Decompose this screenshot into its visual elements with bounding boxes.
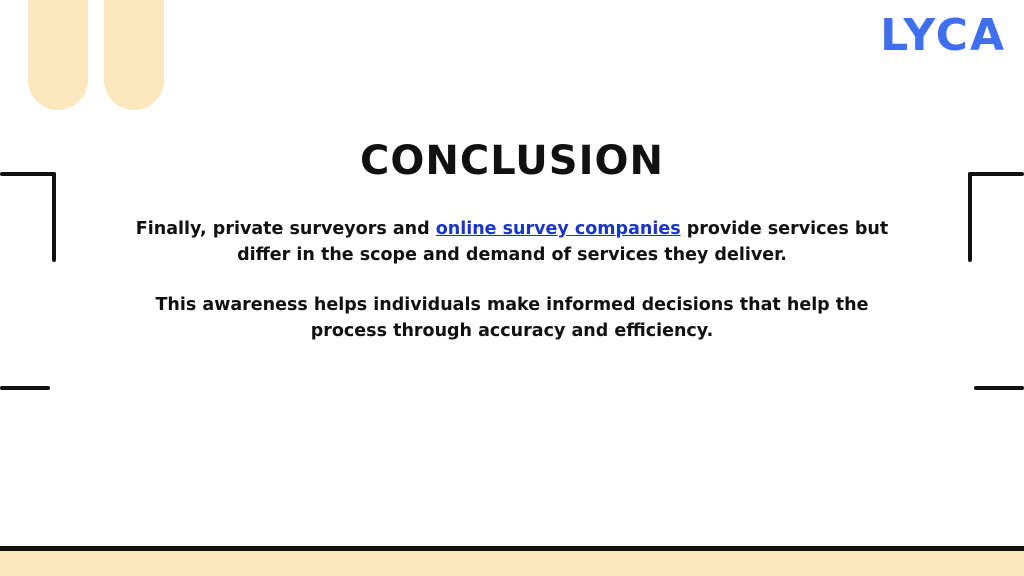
left-bracket-bottom	[0, 386, 50, 390]
online-survey-companies-link[interactable]: online survey companies	[435, 219, 681, 239]
paragraph-1-text-before: Finally, private surveyors and	[135, 219, 436, 239]
right-bracket-bottom	[974, 386, 1024, 390]
lyca-logo: LYCA	[880, 10, 1006, 61]
decorative-pill-right	[104, 0, 164, 110]
decorative-pill-left	[28, 0, 88, 110]
slide-title: CONCLUSION	[360, 138, 664, 184]
paragraph-1-text-after: provide services but differ in the scope and demand of services they deliver.	[237, 219, 889, 265]
left-bracket-vertical	[52, 172, 56, 262]
right-bracket-vertical	[968, 172, 972, 262]
conclusion-paragraph-2: This awareness helps individuals make informed decisions that help the process through accuracy and efficiency.	[155, 295, 869, 341]
conclusion-paragraph-1	[120, 216, 904, 268]
footer-band	[0, 551, 1024, 576]
